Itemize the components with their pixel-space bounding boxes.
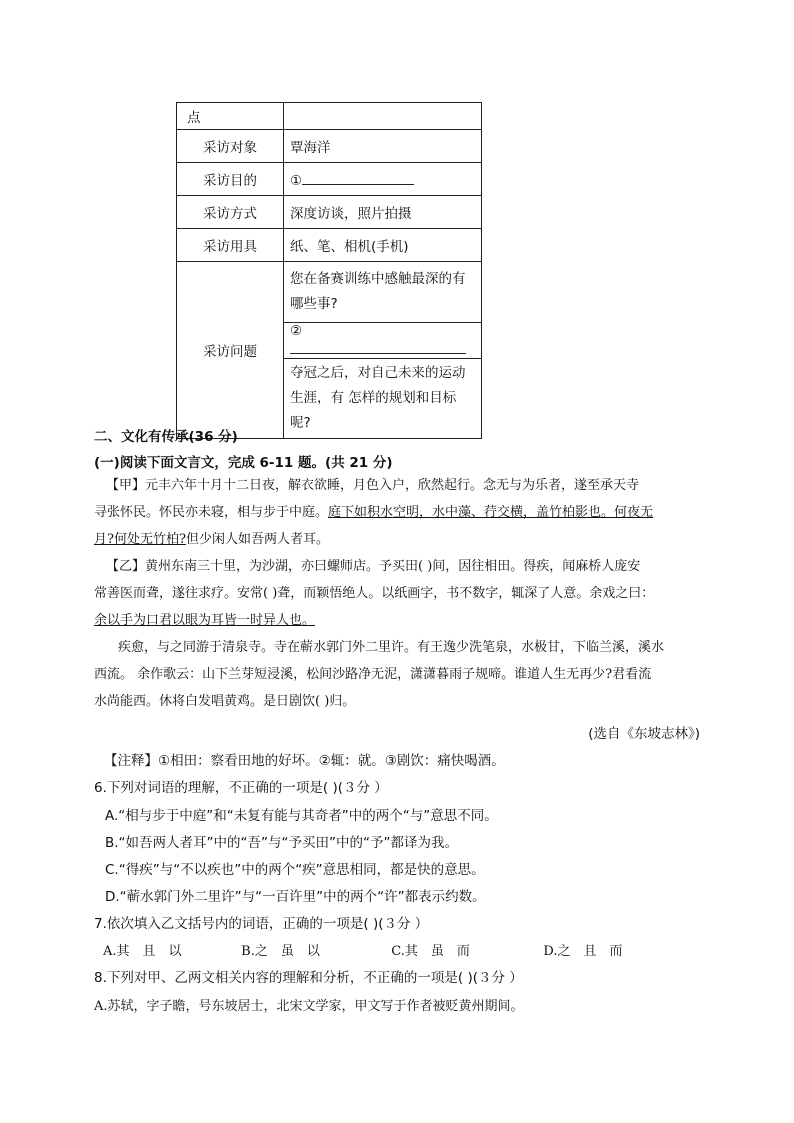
table-row bbox=[177, 103, 482, 130]
passage-line: 水尚能西。休将白发唱黄鸡。是日剧饮( )归。 bbox=[94, 694, 356, 709]
underlined-text: 庭下如积水空明，水中藻、荇交横，盖竹柏影也。何夜无 bbox=[328, 505, 654, 520]
question-6-option-d: D.“蕲水郭门外二里许”与“一百许里”中的两个“许”都表示约数。 bbox=[105, 889, 486, 905]
choice-a: A.其 且 以 bbox=[103, 944, 182, 959]
passage-line: 【甲】元丰六年十月十二日夜，解衣欲睡，月色入户，欣然起行。念无与为乐者，遂至承天寺 bbox=[106, 478, 640, 493]
blank-marker: ① bbox=[290, 172, 303, 189]
question-3: 夺冠之后，对自己未来的运动生涯，有 怎样的规划和目标呢? bbox=[284, 359, 482, 439]
question-2 bbox=[284, 323, 482, 359]
question-6-option-b: B.“如吾两人者耳”中的“吾”与“予买田”中的“予”都译为我。 bbox=[105, 835, 459, 851]
answer-blank bbox=[290, 339, 466, 354]
questions-label: 采访问题 bbox=[177, 262, 284, 439]
row-label: 采访对象 bbox=[177, 130, 284, 163]
passage-line: 疾愈，与之同游于清泉寺。寺在蕲水郭门外二里许。有王逸少洗笔泉，水极甘，下临兰溪，溪水 bbox=[118, 640, 665, 655]
passage-line bbox=[94, 499, 704, 526]
row-value: 深度访谈，照片拍摄 bbox=[284, 196, 482, 229]
passage-jia bbox=[94, 472, 704, 553]
question-7-choices bbox=[103, 940, 623, 959]
table-row bbox=[177, 163, 482, 196]
annotation-note: 【注释】①相田：察看田地的好坏。②辄：就。③剧饮：痛快喝酒。 bbox=[104, 753, 505, 769]
row-value: 覃海洋 bbox=[284, 130, 482, 163]
row-label: 采访方式 bbox=[177, 196, 284, 229]
question-1: 您在备赛训练中感触最深的有哪些事? bbox=[284, 262, 482, 323]
interview-table bbox=[176, 102, 482, 439]
row-value: 纸、笔、相机(手机) bbox=[284, 229, 482, 262]
underlined-text: 月?何处无竹柏? bbox=[94, 532, 186, 547]
row-label: 采访用具 bbox=[177, 229, 284, 262]
question-8-stem: 8.下列对甲、乙两文相关内容的理解和分析，不正确的一项是( )(３分 ） bbox=[94, 970, 523, 986]
table-row bbox=[177, 130, 482, 163]
passage-yi bbox=[94, 553, 704, 715]
choice-c: C.其 虽 而 bbox=[391, 944, 470, 959]
passage-line: 常善医而聋，遂往求疗。安常( )聋，而颖悟绝人。以纸画字，书不数字，辄深了人意。余戏之曰： bbox=[94, 586, 655, 601]
source-citation: (选自《东坡志林》) bbox=[588, 726, 700, 742]
passage-text: 但少闲人如吾两人者耳。 bbox=[185, 532, 329, 547]
underlined-text: 余以手为口君以眼为耳皆一时异人也。 bbox=[94, 613, 316, 628]
table-row bbox=[177, 229, 482, 262]
passage-line: 【乙】黄州东南三十里，为沙湖，亦曰螺师店。予买田( )间，因往相田。得疾，闻麻桥人庞安 bbox=[106, 559, 641, 574]
question-8-option-a: A.苏轼，字子瞻，号东坡居士，北宋文学家，甲文写于作者被贬黄州期间。 bbox=[94, 999, 524, 1014]
table-row bbox=[177, 262, 482, 323]
table-row bbox=[177, 196, 482, 229]
passage-line: 西流。 余作歌云：山下兰芽短浸溪，松间沙路净无泥，潇潇暮雨子规啼。谁道人生无再少?君看流 bbox=[94, 667, 652, 682]
section-subtitle: (一)阅读下面文言文，完成 6-11 题。(共 21 分) bbox=[94, 455, 393, 471]
question-6-stem: 6.下列对词语的理解，不正确的一项是( )(３分 ） bbox=[94, 780, 388, 796]
passage-text: 寻张怀民。怀民亦未寝，相与步于中庭。 bbox=[94, 505, 329, 520]
passage-line bbox=[94, 526, 704, 553]
question-6-option-a: A.“相与步于中庭”和“未复有能与其奇者”中的两个“与”意思不同。 bbox=[105, 808, 498, 824]
row-label: 采访目的 bbox=[177, 163, 284, 196]
row-value bbox=[284, 103, 482, 130]
choice-d: D.之 且 而 bbox=[543, 944, 623, 959]
choice-b: B.之 虽 以 bbox=[241, 944, 320, 959]
row-label: 点 bbox=[177, 103, 284, 130]
answer-blank bbox=[302, 170, 414, 185]
question-7-stem: 7.依次填入乙文括号内的词语，正确的一项是( )(３分 ） bbox=[94, 916, 429, 932]
question-6-option-c: C.“得疾”与“不以疾也”中的两个“疾”意思相同，都是快的意思。 bbox=[105, 862, 485, 878]
section-title: 二、文化有传承(36 分) bbox=[94, 429, 238, 445]
blank-marker: ② bbox=[290, 323, 303, 339]
row-value bbox=[284, 163, 482, 196]
